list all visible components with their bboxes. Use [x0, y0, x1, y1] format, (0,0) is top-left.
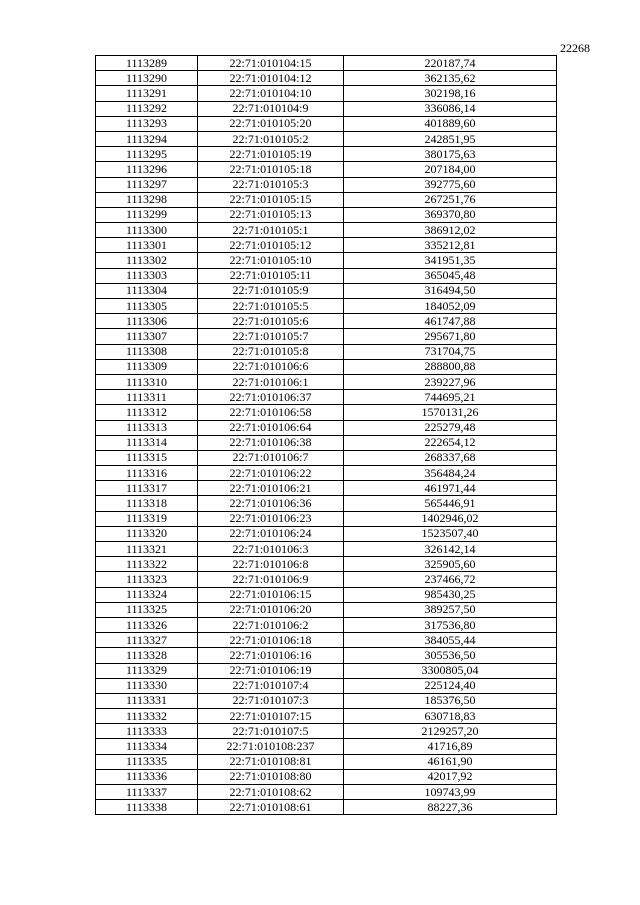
cadastral-number-cell: 22:71:010107:5: [198, 724, 344, 739]
cadastral-number-cell: 22:71:010104:9: [198, 101, 344, 116]
cadastral-value-cell: 356484,24: [344, 466, 557, 481]
table-row: [96, 800, 557, 815]
row-number-cell: 1113292: [96, 101, 198, 116]
cadastral-number-cell: 22:71:010106:21: [198, 481, 344, 496]
row-number-cell: 1113318: [96, 496, 198, 511]
table-row: [96, 299, 557, 314]
cadastral-number-cell: 22:71:010106:23: [198, 511, 344, 526]
row-number-cell: 1113310: [96, 374, 198, 389]
cadastral-value-cell: 386912,02: [344, 223, 557, 238]
cadastral-value-cell: 326142,14: [344, 542, 557, 557]
table-row: [96, 268, 557, 283]
row-number-cell: 1113335: [96, 754, 198, 769]
table-row: [96, 557, 557, 572]
table-row: [96, 542, 557, 557]
cadastral-number-cell: 22:71:010105:18: [198, 162, 344, 177]
cadastral-value-cell: 1570131,26: [344, 405, 557, 420]
cadastral-number-cell: 22:71:010105:8: [198, 344, 344, 359]
table-row: [96, 526, 557, 541]
row-number-cell: 1113322: [96, 557, 198, 572]
row-number-cell: 1113321: [96, 542, 198, 557]
table-row: [96, 648, 557, 663]
cadastral-value-cell: 185376,50: [344, 693, 557, 708]
row-number-cell: 1113294: [96, 131, 198, 146]
cadastral-value-table: [95, 55, 557, 815]
cadastral-value-cell: 239227,96: [344, 374, 557, 389]
table-row: [96, 481, 557, 496]
cadastral-number-cell: 22:71:010106:2: [198, 617, 344, 632]
cadastral-value-cell: 369370,80: [344, 207, 557, 222]
cadastral-value-cell: 2129257,20: [344, 724, 557, 739]
table-row: [96, 374, 557, 389]
row-number-cell: 1113290: [96, 71, 198, 86]
row-number-cell: 1113320: [96, 526, 198, 541]
cadastral-value-cell: 336086,14: [344, 101, 557, 116]
cadastral-value-cell: 46161,90: [344, 754, 557, 769]
cadastral-value-cell: 384055,44: [344, 633, 557, 648]
cadastral-value-cell: 389257,50: [344, 602, 557, 617]
cadastral-value-cell: 401889,60: [344, 116, 557, 131]
cadastral-value-cell: 242851,95: [344, 131, 557, 146]
row-number-cell: 1113297: [96, 177, 198, 192]
table-row: [96, 617, 557, 632]
cadastral-number-cell: 22:71:010106:1: [198, 374, 344, 389]
row-number-cell: 1113312: [96, 405, 198, 420]
cadastral-number-cell: 22:71:010106:18: [198, 633, 344, 648]
table-row: [96, 86, 557, 101]
table-row: [96, 71, 557, 86]
cadastral-number-cell: 22:71:010106:9: [198, 572, 344, 587]
cadastral-value-cell: 225279,48: [344, 420, 557, 435]
cadastral-number-cell: 22:71:010105:5: [198, 299, 344, 314]
cadastral-number-cell: 22:71:010106:22: [198, 466, 344, 481]
row-number-cell: 1113326: [96, 617, 198, 632]
row-number-cell: 1113332: [96, 709, 198, 724]
cadastral-value-cell: 302198,16: [344, 86, 557, 101]
row-number-cell: 1113302: [96, 253, 198, 268]
table-row: [96, 359, 557, 374]
table-row: [96, 116, 557, 131]
cadastral-value-cell: 268337,68: [344, 450, 557, 465]
table-row: [96, 693, 557, 708]
table-row: [96, 678, 557, 693]
cadastral-value-cell: 207184,00: [344, 162, 557, 177]
cadastral-number-cell: 22:71:010107:3: [198, 693, 344, 708]
cadastral-value-cell: 109743,99: [344, 785, 557, 800]
cadastral-number-cell: 22:71:010105:15: [198, 192, 344, 207]
cadastral-number-cell: 22:71:010105:11: [198, 268, 344, 283]
cadastral-number-cell: 22:71:010106:64: [198, 420, 344, 435]
cadastral-number-cell: 22:71:010104:10: [198, 86, 344, 101]
row-number-cell: 1113328: [96, 648, 198, 663]
table-row: [96, 450, 557, 465]
cadastral-value-cell: 225124,40: [344, 678, 557, 693]
cadastral-number-cell: 22:71:010108:80: [198, 769, 344, 784]
table-row: [96, 314, 557, 329]
cadastral-number-cell: 22:71:010105:10: [198, 253, 344, 268]
table-row: [96, 344, 557, 359]
row-number-cell: 1113317: [96, 481, 198, 496]
cadastral-number-cell: 22:71:010108:61: [198, 800, 344, 815]
row-number-cell: 1113307: [96, 329, 198, 344]
cadastral-number-cell: 22:71:010106:3: [198, 542, 344, 557]
cadastral-value-cell: 288800,88: [344, 359, 557, 374]
row-number-cell: 1113301: [96, 238, 198, 253]
cadastral-value-cell: 222654,12: [344, 435, 557, 450]
cadastral-value-cell: 184052,09: [344, 299, 557, 314]
table-row: [96, 192, 557, 207]
table-row: [96, 663, 557, 678]
cadastral-number-cell: 22:71:010105:20: [198, 116, 344, 131]
row-number-cell: 1113324: [96, 587, 198, 602]
cadastral-number-cell: 22:71:010106:8: [198, 557, 344, 572]
table-row: [96, 101, 557, 116]
table-row: [96, 162, 557, 177]
row-number-cell: 1113314: [96, 435, 198, 450]
table-row: [96, 739, 557, 754]
row-number-cell: 1113331: [96, 693, 198, 708]
cadastral-value-cell: 380175,63: [344, 147, 557, 162]
cadastral-value-cell: 220187,74: [344, 56, 557, 71]
table-row: [96, 724, 557, 739]
cadastral-number-cell: 22:71:010105:3: [198, 177, 344, 192]
cadastral-value-cell: 731704,75: [344, 344, 557, 359]
cadastral-value-cell: 461747,88: [344, 314, 557, 329]
row-number-cell: 1113293: [96, 116, 198, 131]
row-number-cell: 1113311: [96, 390, 198, 405]
table-row: [96, 709, 557, 724]
cadastral-value-cell: 295671,80: [344, 329, 557, 344]
cadastral-number-cell: 22:71:010105:6: [198, 314, 344, 329]
table-row: [96, 785, 557, 800]
cadastral-number-cell: 22:71:010106:24: [198, 526, 344, 541]
table-row: [96, 435, 557, 450]
cadastral-value-cell: 88227,36: [344, 800, 557, 815]
cadastral-value-cell: 1402946,02: [344, 511, 557, 526]
cadastral-value-cell: 41716,89: [344, 739, 557, 754]
cadastral-value-cell: 985430,25: [344, 587, 557, 602]
cadastral-value-cell: 42017,92: [344, 769, 557, 784]
table-row: [96, 466, 557, 481]
table-row: [96, 420, 557, 435]
cadastral-value-cell: 392775,60: [344, 177, 557, 192]
cadastral-number-cell: 22:71:010104:12: [198, 71, 344, 86]
table-row: [96, 207, 557, 222]
cadastral-value-cell: 267251,76: [344, 192, 557, 207]
cadastral-number-cell: 22:71:010105:7: [198, 329, 344, 344]
table-row: [96, 131, 557, 146]
cadastral-number-cell: 22:71:010107:4: [198, 678, 344, 693]
table-row: [96, 177, 557, 192]
cadastral-number-cell: 22:71:010105:12: [198, 238, 344, 253]
table-row: [96, 769, 557, 784]
row-number-cell: 1113296: [96, 162, 198, 177]
table-row: [96, 602, 557, 617]
cadastral-number-cell: 22:71:010105:1: [198, 223, 344, 238]
cadastral-number-cell: 22:71:010106:36: [198, 496, 344, 511]
table-row: [96, 572, 557, 587]
row-number-cell: 1113319: [96, 511, 198, 526]
cadastral-number-cell: 22:71:010104:15: [198, 56, 344, 71]
cadastral-number-cell: 22:71:010106:37: [198, 390, 344, 405]
table-row: [96, 223, 557, 238]
table-row: [96, 390, 557, 405]
table-row: [96, 238, 557, 253]
cadastral-number-cell: 22:71:010106:19: [198, 663, 344, 678]
table-row: [96, 633, 557, 648]
row-number-cell: 1113327: [96, 633, 198, 648]
table-row: [96, 511, 557, 526]
cadastral-value-cell: 237466,72: [344, 572, 557, 587]
cadastral-number-cell: 22:71:010108:237: [198, 739, 344, 754]
cadastral-value-cell: 335212,81: [344, 238, 557, 253]
cadastral-value-cell: 1523507,40: [344, 526, 557, 541]
cadastral-number-cell: 22:71:010108:62: [198, 785, 344, 800]
cadastral-number-cell: 22:71:010106:6: [198, 359, 344, 374]
table-row: [96, 283, 557, 298]
row-number-cell: 1113338: [96, 800, 198, 815]
row-number-cell: 1113323: [96, 572, 198, 587]
cadastral-number-cell: 22:71:010107:15: [198, 709, 344, 724]
row-number-cell: 1113333: [96, 724, 198, 739]
row-number-cell: 1113334: [96, 739, 198, 754]
cadastral-value-cell: 325905,60: [344, 557, 557, 572]
cadastral-value-cell: 365045,48: [344, 268, 557, 283]
table-row: [96, 754, 557, 769]
table-row: [96, 147, 557, 162]
table-row: [96, 253, 557, 268]
cadastral-value-cell: 461971,44: [344, 481, 557, 496]
table-row: [96, 587, 557, 602]
row-number-cell: 1113304: [96, 283, 198, 298]
cadastral-number-cell: 22:71:010105:9: [198, 283, 344, 298]
row-number-cell: 1113336: [96, 769, 198, 784]
row-number-cell: 1113299: [96, 207, 198, 222]
table-row: [96, 329, 557, 344]
cadastral-number-cell: 22:71:010106:7: [198, 450, 344, 465]
table-row: [96, 405, 557, 420]
cadastral-number-cell: 22:71:010106:20: [198, 602, 344, 617]
row-number-cell: 1113315: [96, 450, 198, 465]
cadastral-value-cell: 341951,35: [344, 253, 557, 268]
row-number-cell: 1113303: [96, 268, 198, 283]
row-number-cell: 1113309: [96, 359, 198, 374]
table-row: [96, 56, 557, 71]
row-number-cell: 1113325: [96, 602, 198, 617]
row-number-cell: 1113337: [96, 785, 198, 800]
row-number-cell: 1113295: [96, 147, 198, 162]
row-number-cell: 1113300: [96, 223, 198, 238]
row-number-cell: 1113298: [96, 192, 198, 207]
cadastral-value-cell: 3300805,04: [344, 663, 557, 678]
row-number-cell: 1113330: [96, 678, 198, 693]
cadastral-number-cell: 22:71:010105:13: [198, 207, 344, 222]
cadastral-number-cell: 22:71:010106:15: [198, 587, 344, 602]
cadastral-value-cell: 305536,50: [344, 648, 557, 663]
page-number: 22268: [560, 41, 590, 55]
row-number-cell: 1113291: [96, 86, 198, 101]
row-number-cell: 1113306: [96, 314, 198, 329]
row-number-cell: 1113313: [96, 420, 198, 435]
cadastral-value-cell: 630718,83: [344, 709, 557, 724]
cadastral-number-cell: 22:71:010105:19: [198, 147, 344, 162]
row-number-cell: 1113329: [96, 663, 198, 678]
table-body: [96, 56, 557, 815]
row-number-cell: 1113316: [96, 466, 198, 481]
cadastral-value-cell: 565446,91: [344, 496, 557, 511]
cadastral-value-cell: 316494,50: [344, 283, 557, 298]
cadastral-number-cell: 22:71:010106:38: [198, 435, 344, 450]
cadastral-number-cell: 22:71:010105:2: [198, 131, 344, 146]
cadastral-value-cell: 317536,80: [344, 617, 557, 632]
cadastral-number-cell: 22:71:010106:16: [198, 648, 344, 663]
cadastral-number-cell: 22:71:010108:81: [198, 754, 344, 769]
cadastral-value-cell: 744695,21: [344, 390, 557, 405]
row-number-cell: 1113308: [96, 344, 198, 359]
row-number-cell: 1113289: [96, 56, 198, 71]
cadastral-value-cell: 362135,62: [344, 71, 557, 86]
row-number-cell: 1113305: [96, 299, 198, 314]
cadastral-number-cell: 22:71:010106:58: [198, 405, 344, 420]
table-row: [96, 496, 557, 511]
